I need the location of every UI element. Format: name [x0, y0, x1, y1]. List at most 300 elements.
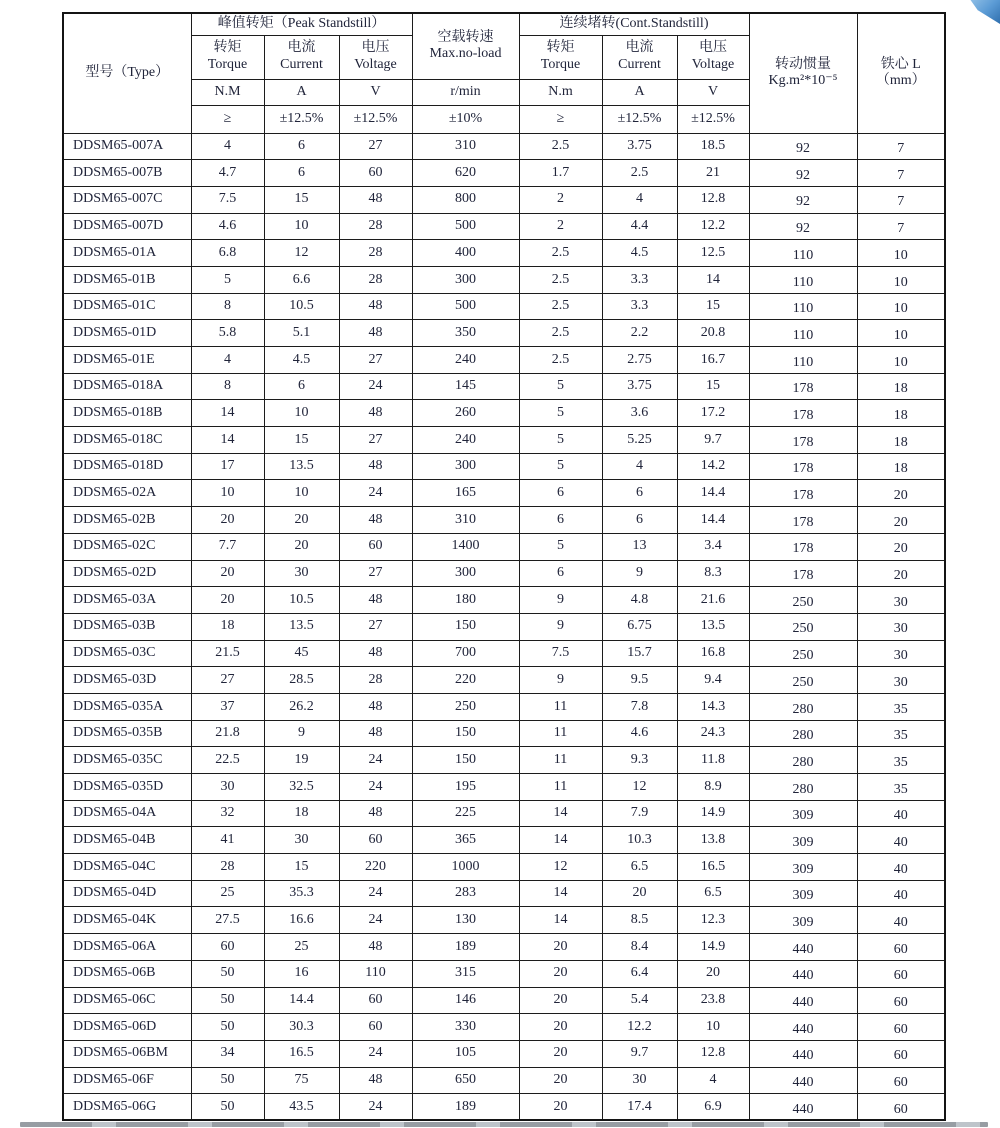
cell-peak-torque: 60: [191, 934, 264, 961]
cell-inertia: 280: [749, 774, 857, 801]
cell-cont-current: 13: [602, 533, 677, 560]
cell-core-length: 60: [857, 1094, 945, 1121]
cell-cont-torque: 12: [519, 854, 602, 881]
cell-core-length: 20: [857, 480, 945, 507]
header-noload-speed-en: Max.no-load: [429, 46, 502, 62]
table-row: [63, 827, 945, 854]
cell-cont-torque: 20: [519, 987, 602, 1014]
corner-arrow-decoration: [964, 0, 1000, 24]
cell-peak-torque: 21.5: [191, 640, 264, 667]
cell-cont-current: 12.2: [602, 1014, 677, 1041]
cell-inertia: 440: [749, 1040, 857, 1067]
cell-cont-voltage: 23.8: [677, 987, 749, 1014]
cell-inertia: 92: [749, 160, 857, 187]
cell-peak-torque: 4.6: [191, 213, 264, 240]
cell-type: DDSM65-007A: [63, 133, 191, 160]
cell-peak-torque: 37: [191, 693, 264, 720]
cell-peak-current: 6: [264, 160, 339, 187]
cell-noload-speed: 330: [412, 1014, 519, 1041]
cell-cont-torque: 2.5: [519, 347, 602, 374]
cell-core-length: 7: [857, 133, 945, 160]
cell-cont-torque: 11: [519, 720, 602, 747]
table-row: [63, 693, 945, 720]
cell-type: DDSM65-06G: [63, 1094, 191, 1121]
cell-cont-voltage: 14.9: [677, 800, 749, 827]
cell-type: DDSM65-06A: [63, 934, 191, 961]
cell-cont-voltage: 12.8: [677, 186, 749, 213]
cell-cont-voltage: 4: [677, 1067, 749, 1094]
header-cont-current-en: Current: [618, 57, 661, 72]
cell-peak-current: 4.5: [264, 347, 339, 374]
tol-peak-voltage: ±12.5%: [339, 105, 412, 133]
cell-core-length: 40: [857, 907, 945, 934]
tol-cont-current: ±12.5%: [602, 105, 677, 133]
unit-cont-voltage: V: [677, 79, 749, 105]
cell-core-length: 60: [857, 1040, 945, 1067]
cell-cont-current: 4.4: [602, 213, 677, 240]
cell-type: DDSM65-03B: [63, 613, 191, 640]
cell-cont-voltage: 21.6: [677, 587, 749, 614]
cell-core-length: 60: [857, 987, 945, 1014]
header-cont-voltage-zh: 电压: [699, 40, 728, 56]
cell-peak-current: 16.6: [264, 907, 339, 934]
table-row: [63, 613, 945, 640]
cell-noload-speed: 130: [412, 907, 519, 934]
cell-peak-current: 15: [264, 854, 339, 881]
cell-cont-current: 4: [602, 453, 677, 480]
table-row: [63, 640, 945, 667]
cell-peak-voltage: 24: [339, 880, 412, 907]
cell-core-length: 60: [857, 1067, 945, 1094]
cell-peak-current: 28.5: [264, 667, 339, 694]
cell-type: DDSM65-04K: [63, 907, 191, 934]
cell-core-length: 35: [857, 774, 945, 801]
unit-peak-current: A: [264, 79, 339, 105]
cell-cont-voltage: 14.9: [677, 934, 749, 961]
table-row: [63, 960, 945, 987]
cell-noload-speed: 300: [412, 560, 519, 587]
cell-type: DDSM65-06D: [63, 1014, 191, 1041]
cell-peak-voltage: 24: [339, 480, 412, 507]
cell-peak-voltage: 48: [339, 1067, 412, 1094]
cell-peak-torque: 28: [191, 854, 264, 881]
cell-cont-current: 17.4: [602, 1094, 677, 1121]
cell-cont-torque: 9: [519, 667, 602, 694]
cell-peak-torque: 50: [191, 1014, 264, 1041]
table-row: [63, 1040, 945, 1067]
cell-type: DDSM65-01A: [63, 240, 191, 267]
cell-inertia: 250: [749, 613, 857, 640]
cell-core-length: 40: [857, 854, 945, 881]
table-row: [63, 427, 945, 454]
cell-cont-voltage: 13.8: [677, 827, 749, 854]
table-row: [63, 240, 945, 267]
cell-inertia: 178: [749, 400, 857, 427]
cell-core-length: 10: [857, 320, 945, 347]
cell-noload-speed: 150: [412, 613, 519, 640]
cell-core-length: 40: [857, 800, 945, 827]
cell-peak-torque: 25: [191, 880, 264, 907]
cell-peak-torque: 14: [191, 400, 264, 427]
cell-cont-voltage: 18.5: [677, 133, 749, 160]
cell-noload-speed: 165: [412, 480, 519, 507]
cell-peak-voltage: 28: [339, 213, 412, 240]
cell-peak-voltage: 27: [339, 560, 412, 587]
cell-noload-speed: 189: [412, 934, 519, 961]
cell-core-length: 10: [857, 266, 945, 293]
cell-cont-voltage: 15: [677, 373, 749, 400]
cell-core-length: 7: [857, 186, 945, 213]
cell-peak-current: 14.4: [264, 987, 339, 1014]
cell-peak-voltage: 28: [339, 266, 412, 293]
cell-cont-torque: 1.7: [519, 160, 602, 187]
cell-inertia: 309: [749, 880, 857, 907]
cell-inertia: 178: [749, 480, 857, 507]
cell-inertia: 440: [749, 987, 857, 1014]
tol-peak-current: ±12.5%: [264, 105, 339, 133]
header-cont-torque: [519, 35, 602, 79]
cell-cont-current: 4: [602, 186, 677, 213]
cell-peak-torque: 10: [191, 480, 264, 507]
cell-cont-current: 30: [602, 1067, 677, 1094]
cell-inertia: 110: [749, 293, 857, 320]
header-core-length-unit: （mm）: [875, 73, 926, 89]
cell-cont-current: 8.4: [602, 934, 677, 961]
tol-cont-voltage: ±12.5%: [677, 105, 749, 133]
cell-inertia: 110: [749, 347, 857, 374]
table-row: [63, 907, 945, 934]
cell-peak-current: 32.5: [264, 774, 339, 801]
cell-core-length: 18: [857, 427, 945, 454]
cell-peak-current: 15: [264, 186, 339, 213]
cell-peak-torque: 6.8: [191, 240, 264, 267]
cell-noload-speed: 220: [412, 667, 519, 694]
cell-peak-current: 13.5: [264, 453, 339, 480]
table-row: [63, 987, 945, 1014]
cell-core-length: 7: [857, 160, 945, 187]
table-row: [63, 1094, 945, 1121]
header-peak-voltage-en: Voltage: [354, 57, 397, 72]
unit-noload-speed: r/min: [412, 79, 519, 105]
cell-cont-current: 4.8: [602, 587, 677, 614]
cell-noload-speed: 300: [412, 266, 519, 293]
cell-peak-torque: 4: [191, 133, 264, 160]
cell-cont-voltage: 11.8: [677, 747, 749, 774]
unit-peak-torque: N.M: [191, 79, 264, 105]
cell-type: DDSM65-04B: [63, 827, 191, 854]
cell-peak-current: 25: [264, 934, 339, 961]
cell-cont-torque: 11: [519, 693, 602, 720]
cell-peak-current: 20: [264, 533, 339, 560]
cell-cont-current: 9.3: [602, 747, 677, 774]
cell-cont-current: 7.9: [602, 800, 677, 827]
cell-type: DDSM65-04C: [63, 854, 191, 881]
cell-type: DDSM65-02D: [63, 560, 191, 587]
table-row: [63, 453, 945, 480]
cell-peak-voltage: 60: [339, 1014, 412, 1041]
header-peak-current-zh: 电流: [287, 40, 316, 56]
header-peak-current-en: Current: [280, 57, 323, 72]
cell-inertia: 92: [749, 213, 857, 240]
cell-cont-torque: 9: [519, 587, 602, 614]
cell-type: DDSM65-03C: [63, 640, 191, 667]
cell-inertia: 280: [749, 747, 857, 774]
cell-cont-current: 12: [602, 774, 677, 801]
cell-inertia: 440: [749, 1094, 857, 1121]
cell-peak-voltage: 48: [339, 186, 412, 213]
cell-noload-speed: 250: [412, 693, 519, 720]
cell-peak-torque: 30: [191, 774, 264, 801]
cell-peak-torque: 50: [191, 987, 264, 1014]
cell-inertia: 440: [749, 1067, 857, 1094]
header-cont-current: [602, 35, 677, 79]
cell-noload-speed: 240: [412, 347, 519, 374]
cell-core-length: 60: [857, 1014, 945, 1041]
cell-cont-current: 6.75: [602, 613, 677, 640]
cell-peak-voltage: 27: [339, 133, 412, 160]
cell-inertia: 309: [749, 827, 857, 854]
cell-peak-voltage: 27: [339, 613, 412, 640]
cell-peak-current: 10.5: [264, 293, 339, 320]
cell-type: DDSM65-018B: [63, 400, 191, 427]
cell-peak-current: 30: [264, 560, 339, 587]
cell-type: DDSM65-01D: [63, 320, 191, 347]
cell-inertia: 110: [749, 240, 857, 267]
cell-cont-voltage: 10: [677, 1014, 749, 1041]
cell-cont-torque: 2.5: [519, 240, 602, 267]
cell-core-length: 30: [857, 667, 945, 694]
cell-peak-voltage: 60: [339, 987, 412, 1014]
header-peak-voltage: [339, 35, 412, 79]
cell-peak-voltage: 28: [339, 667, 412, 694]
cell-noload-speed: 500: [412, 213, 519, 240]
cell-inertia: 309: [749, 800, 857, 827]
cell-peak-torque: 8: [191, 373, 264, 400]
cell-peak-torque: 7.7: [191, 533, 264, 560]
header-core-length: [857, 13, 945, 133]
cell-cont-current: 9: [602, 560, 677, 587]
cell-core-length: 60: [857, 960, 945, 987]
cell-peak-current: 10: [264, 400, 339, 427]
cell-noload-speed: 315: [412, 960, 519, 987]
cell-peak-torque: 27.5: [191, 907, 264, 934]
cell-type: DDSM65-06F: [63, 1067, 191, 1094]
cell-type: DDSM65-018C: [63, 427, 191, 454]
cell-peak-torque: 17: [191, 453, 264, 480]
cell-cont-torque: 6: [519, 507, 602, 534]
cell-cont-torque: 20: [519, 960, 602, 987]
cell-cont-current: 6: [602, 480, 677, 507]
cell-cont-voltage: 15: [677, 293, 749, 320]
cell-cont-torque: 20: [519, 1067, 602, 1094]
table-row: [63, 667, 945, 694]
header-peak-torque-zh: 转矩: [213, 40, 242, 56]
table-row: [63, 720, 945, 747]
cell-cont-voltage: 12.2: [677, 213, 749, 240]
cell-cont-current: 7.8: [602, 693, 677, 720]
table-row: [63, 507, 945, 534]
cell-peak-torque: 5: [191, 266, 264, 293]
cell-noload-speed: 300: [412, 453, 519, 480]
cell-cont-torque: 2: [519, 213, 602, 240]
cell-peak-current: 45: [264, 640, 339, 667]
cell-peak-current: 10: [264, 213, 339, 240]
cell-cont-torque: 2.5: [519, 320, 602, 347]
table-row: [63, 560, 945, 587]
cell-core-length: 35: [857, 747, 945, 774]
cell-peak-voltage: 24: [339, 1040, 412, 1067]
table-row: [63, 347, 945, 374]
cell-cont-torque: 20: [519, 1014, 602, 1041]
header-peak-voltage-zh: 电压: [361, 40, 390, 56]
table-row: [63, 1014, 945, 1041]
cell-cont-current: 15.7: [602, 640, 677, 667]
cell-core-length: 18: [857, 400, 945, 427]
cell-noload-speed: 620: [412, 160, 519, 187]
cell-peak-torque: 20: [191, 587, 264, 614]
cell-cont-voltage: 16.5: [677, 854, 749, 881]
cell-cont-current: 8.5: [602, 907, 677, 934]
cell-cont-voltage: 14.3: [677, 693, 749, 720]
cell-cont-voltage: 20.8: [677, 320, 749, 347]
table-row: [63, 320, 945, 347]
cell-peak-current: 6: [264, 373, 339, 400]
cell-peak-current: 9: [264, 720, 339, 747]
cell-core-length: 7: [857, 213, 945, 240]
cell-type: DDSM65-01B: [63, 266, 191, 293]
cell-core-length: 60: [857, 934, 945, 961]
cell-peak-torque: 50: [191, 960, 264, 987]
cell-cont-torque: 5: [519, 427, 602, 454]
cell-cont-voltage: 8.3: [677, 560, 749, 587]
cell-peak-current: 16: [264, 960, 339, 987]
unit-peak-voltage: V: [339, 79, 412, 105]
cell-cont-current: 6.5: [602, 854, 677, 881]
header-inertia-unit: Kg.m²*10⁻⁵: [768, 73, 838, 89]
cell-peak-current: 15: [264, 427, 339, 454]
cell-type: DDSM65-007C: [63, 186, 191, 213]
page-bottom-edge: [20, 1122, 988, 1127]
cell-noload-speed: 105: [412, 1040, 519, 1067]
cell-noload-speed: 240: [412, 427, 519, 454]
cell-type: DDSM65-04D: [63, 880, 191, 907]
cell-peak-current: 10.5: [264, 587, 339, 614]
header-peak-torque: [191, 35, 264, 79]
table-row: [63, 854, 945, 881]
cell-cont-voltage: 16.8: [677, 640, 749, 667]
cell-inertia: 280: [749, 720, 857, 747]
cell-cont-current: 3.3: [602, 293, 677, 320]
cell-cont-torque: 2.5: [519, 133, 602, 160]
header-inertia: [749, 13, 857, 133]
cell-cont-torque: 5: [519, 533, 602, 560]
cell-type: DDSM65-02B: [63, 507, 191, 534]
table-row: [63, 266, 945, 293]
cell-inertia: 309: [749, 854, 857, 881]
cell-peak-current: 30.3: [264, 1014, 339, 1041]
cell-cont-torque: 6: [519, 560, 602, 587]
cell-peak-torque: 20: [191, 507, 264, 534]
cell-cont-torque: 9: [519, 613, 602, 640]
cell-inertia: 110: [749, 266, 857, 293]
cell-cont-torque: 2.5: [519, 293, 602, 320]
cell-type: DDSM65-01C: [63, 293, 191, 320]
cell-cont-voltage: 14: [677, 266, 749, 293]
cell-peak-torque: 20: [191, 560, 264, 587]
cell-peak-voltage: 60: [339, 827, 412, 854]
table-row: [63, 160, 945, 187]
header-type: 型号（Type）: [63, 13, 191, 133]
cell-noload-speed: 365: [412, 827, 519, 854]
cell-cont-torque: 14: [519, 827, 602, 854]
cell-inertia: 250: [749, 667, 857, 694]
cell-peak-voltage: 60: [339, 533, 412, 560]
header-cont-voltage: [677, 35, 749, 79]
cell-cont-voltage: 24.3: [677, 720, 749, 747]
cell-inertia: 440: [749, 934, 857, 961]
cell-cont-voltage: 14.4: [677, 507, 749, 534]
cell-cont-voltage: 12.8: [677, 1040, 749, 1067]
cell-noload-speed: 1000: [412, 854, 519, 881]
cell-inertia: 178: [749, 507, 857, 534]
cell-cont-torque: 6: [519, 480, 602, 507]
cell-inertia: 440: [749, 1014, 857, 1041]
cell-cont-current: 4.6: [602, 720, 677, 747]
cell-peak-torque: 4.7: [191, 160, 264, 187]
cell-core-length: 20: [857, 560, 945, 587]
cell-peak-torque: 34: [191, 1040, 264, 1067]
header-peak-torque-en: Torque: [207, 57, 248, 72]
cell-peak-torque: 22.5: [191, 747, 264, 774]
cell-noload-speed: 189: [412, 1094, 519, 1121]
cell-type: DDSM65-06B: [63, 960, 191, 987]
cell-cont-current: 9.5: [602, 667, 677, 694]
cell-peak-current: 5.1: [264, 320, 339, 347]
cell-inertia: 178: [749, 453, 857, 480]
cell-cont-torque: 2.5: [519, 266, 602, 293]
cell-cont-voltage: 14.2: [677, 453, 749, 480]
cell-type: DDSM65-035A: [63, 693, 191, 720]
cell-cont-current: 2.5: [602, 160, 677, 187]
cell-cont-current: 5.4: [602, 987, 677, 1014]
cell-core-length: 30: [857, 587, 945, 614]
cell-peak-voltage: 28: [339, 240, 412, 267]
cell-cont-current: 6.4: [602, 960, 677, 987]
cell-type: DDSM65-007B: [63, 160, 191, 187]
tol-cont-torque: ≥: [519, 105, 602, 133]
cell-type: DDSM65-035C: [63, 747, 191, 774]
cell-noload-speed: 650: [412, 1067, 519, 1094]
table-row: [63, 373, 945, 400]
cell-peak-current: 19: [264, 747, 339, 774]
cell-cont-torque: 11: [519, 747, 602, 774]
cell-cont-torque: 20: [519, 1040, 602, 1067]
cell-cont-current: 2.75: [602, 347, 677, 374]
cell-peak-current: 30: [264, 827, 339, 854]
cell-peak-voltage: 48: [339, 720, 412, 747]
table-row: [63, 800, 945, 827]
cell-peak-voltage: 24: [339, 1094, 412, 1121]
cell-peak-voltage: 48: [339, 587, 412, 614]
table-row: [63, 880, 945, 907]
unit-cont-torque: N.m: [519, 79, 602, 105]
table-row: [63, 213, 945, 240]
cell-peak-torque: 4: [191, 347, 264, 374]
cell-peak-current: 6: [264, 133, 339, 160]
cell-peak-torque: 27: [191, 667, 264, 694]
cell-cont-voltage: 6.9: [677, 1094, 749, 1121]
cell-cont-current: 2.2: [602, 320, 677, 347]
